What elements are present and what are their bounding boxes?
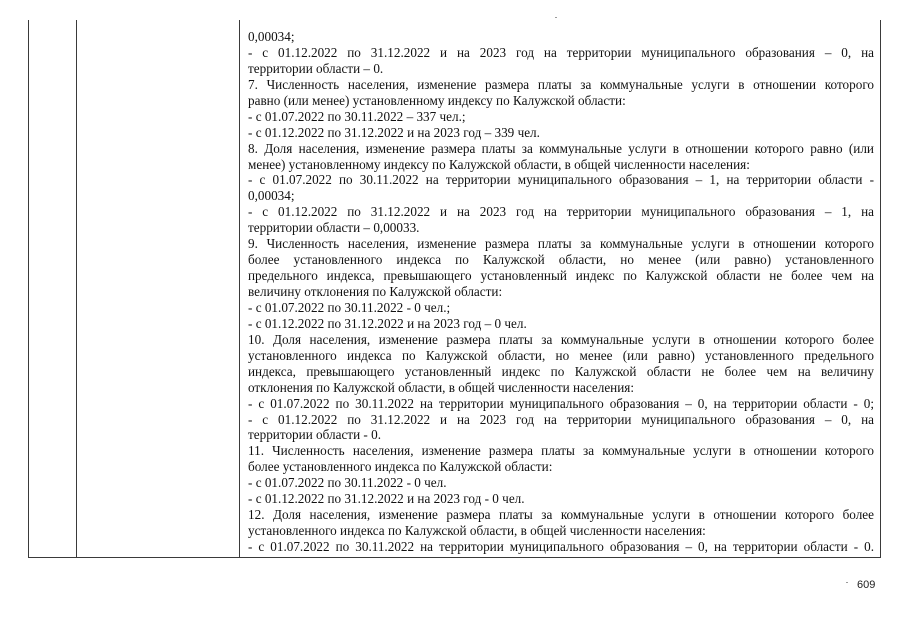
document-line: менее) установленному индексу по Калужской области, в общей численности населения: [248,156,750,172]
document-line: более установленного индекса по Калужской области, но менее (или равно) установленного [248,252,874,268]
document-line: - с 01.07.2022 по 30.11.2022 - 0 чел.; [248,299,451,315]
document-line: 0,00034; [248,29,295,44]
scan-speck [555,17,557,18]
document-line: 12. Доля населения, изменение размера платы за коммунальные услуги в отношении которого более [248,507,874,523]
document-line: - с 01.12.2022 по 31.12.2022 и на 2023 год – 0 чел. [248,315,527,331]
document-line: - с 01.12.2022 по 31.12.2022 и на 2023 год – 339 чел. [248,124,540,140]
document-line: 7. Численность населения, изменение размера платы за коммунальные услуги в отношении которого [248,76,874,92]
document-line: - с 01.12.2022 по 31.12.2022 и на 2023 год на территории муниципального образования – 1, на [248,204,874,220]
document-line: 0,00034; [248,188,295,204]
document-line: равно (или менее) установленному индексу по Калужской области: [248,92,626,108]
document-line: территории области – 0,00033. [248,220,420,236]
document-line: отклонения по Калужской области, в общей численности населения: [248,379,635,395]
document-line: - с 01.07.2022 по 30.11.2022 - 0 чел. [248,475,447,491]
document-line: - с 01.12.2022 по 31.12.2022 и на 2023 год на территории муниципального образования – 0, на [248,411,874,427]
document-line: индекса, превышающего установленный индекс по Калужской области не более чем на величину [248,363,874,379]
document-line: 11. Численность населения, изменение размера платы за коммунальные услуги в отношении которого [248,443,874,459]
document-line: установленного индекса по Калужской области, в общей численности населения: [248,523,706,539]
document-line: величину отклонения по Калужской области: [248,284,503,299]
document-line: - с 01.12.2022 по 31.12.2022 и на 2023 год - 0 чел. [248,491,525,507]
document-line: 10. Доля населения, изменение размера платы за коммунальные услуги в отношении которого более [248,331,874,347]
document-line: - с 01.07.2022 по 30.11.2022 – 337 чел.; [248,108,466,124]
document-line: - с 01.07.2022 по 30.11.2022 на территории муниципального образования – 1, на территории области - [248,172,874,188]
document-line: территории области - 0. [248,427,382,443]
document-line: 8. Доля населения, изменение размера платы за коммунальные услуги в отношении которого равно (или [248,140,874,156]
document-text-cell [248,29,874,555]
column-divider-1 [76,20,77,557]
document-line: - с 01.07.2022 по 30.11.2022 на территории муниципального образования – 0, на территории области - 0; [248,395,874,411]
scan-speck [846,582,848,583]
page-number: 609 [857,579,876,591]
document-line: предельного индекса, превышающего установленный индекс по Калужской области не более чем на [248,268,874,284]
document-line: - с 01.12.2022 по 31.12.2022 и на 2023 год на территории муниципального образования – 0, на [248,44,874,60]
document-line: 9. Численность населения, изменение размера платы за коммунальные услуги в отношении которого [248,236,874,252]
document-line: территории области – 0. [248,60,384,76]
document-line: установленного индекса по Калужской области, но менее (или равно) установленного предельного [248,347,874,363]
document-line: более установленного индекса по Калужской области: [248,459,553,475]
column-divider-2 [239,20,240,557]
document-line: - с 01.07.2022 по 30.11.2022 на территории муниципального образования – 0, на территории области - 0. [248,539,874,554]
